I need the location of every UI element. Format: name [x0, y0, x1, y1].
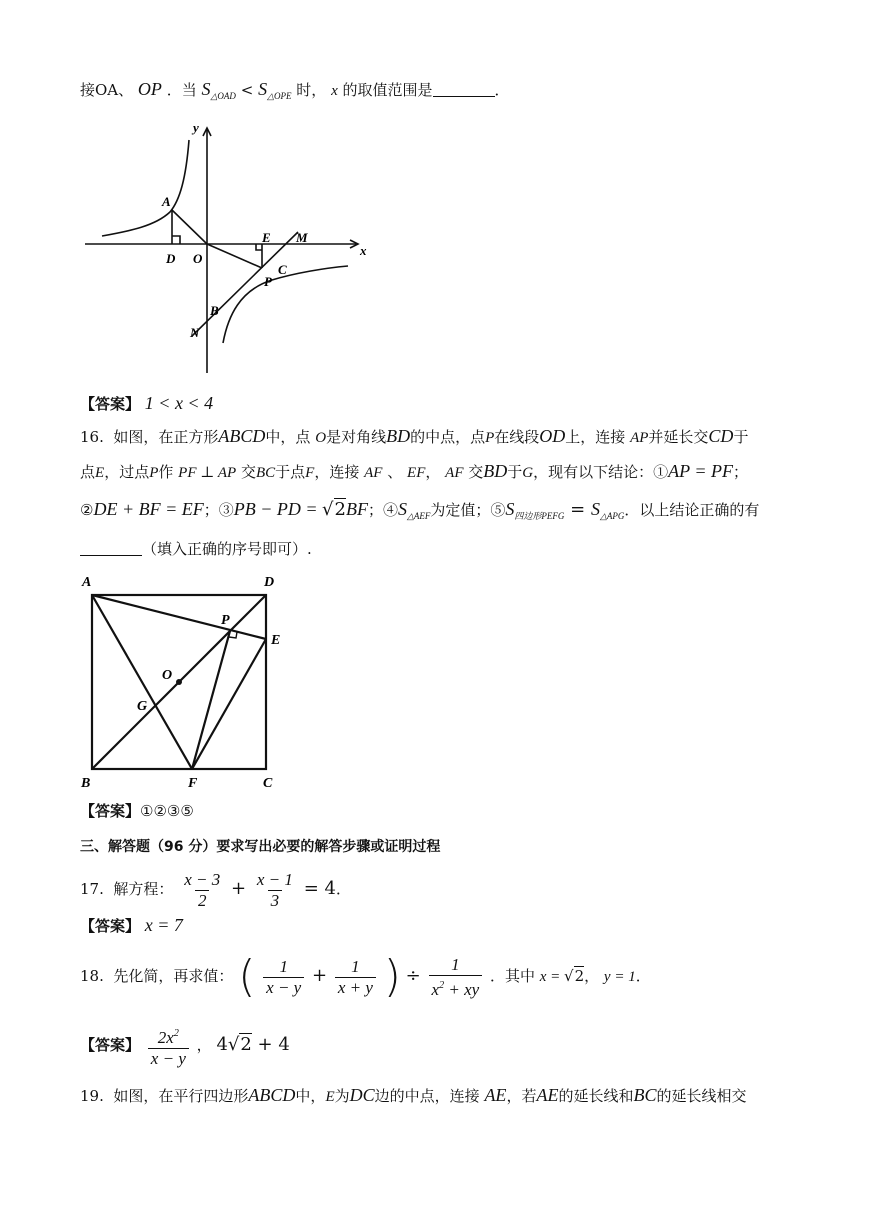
q16-text: 在线段	[494, 428, 540, 446]
q18-right-paren: )	[383, 951, 401, 1002]
q16-segment-pf	[192, 631, 230, 769]
q18-text: ．其中	[489, 967, 535, 985]
q17-fraction-1-den: 2	[195, 890, 210, 911]
q17-answer	[80, 914, 183, 937]
q16-label-p: P	[221, 613, 230, 628]
question-number: 17.	[80, 880, 104, 898]
q16-text: ，连接	[314, 463, 360, 481]
q18-answer-num-base: 2x	[157, 1027, 174, 1047]
q16-label-f: F	[188, 776, 198, 791]
q18-answer-value-root: 2	[240, 1034, 252, 1055]
q16-f: F	[305, 465, 315, 481]
q18-fraction-2	[335, 957, 376, 998]
q18-den-x: x	[431, 979, 440, 999]
q16-label-a: A	[82, 575, 92, 590]
q16-e: E	[95, 465, 105, 481]
q16-text: ；④	[367, 501, 398, 519]
q15-variable-x: x	[331, 83, 338, 99]
q16-ef: EF	[407, 465, 426, 481]
q16-text: 并延长交	[648, 428, 709, 446]
q16-equals: =	[564, 499, 591, 520]
q16-text: ，	[425, 463, 441, 481]
q18-answer-num	[155, 1024, 182, 1048]
q16-conclusion-1: AP = PF	[668, 461, 733, 481]
q16-bd: BD	[386, 426, 411, 446]
q19-e: E	[325, 1089, 335, 1105]
q15-area-ope: △OPE	[267, 91, 292, 101]
q17-plus: +	[231, 878, 247, 899]
q16-area-symbol: S	[505, 499, 515, 519]
q19-text: ，若	[506, 1087, 537, 1105]
q16-text: 上，连接	[565, 428, 626, 446]
q16-answer-blank	[80, 541, 142, 556]
q16-conclusion-5-sub: 四边形PEFG	[514, 511, 565, 521]
q16-text: ，现有以下结论：①	[533, 463, 669, 481]
q17-text: 解方程：	[113, 880, 174, 898]
q17-text: ．	[335, 880, 351, 898]
q16-line-4	[80, 538, 312, 560]
q19-ae: AE	[536, 1085, 559, 1105]
q15-answer-blank	[433, 82, 495, 97]
q16-conclusion-5-sub2: △APG	[599, 511, 625, 521]
q16-text: 如图，在正方形	[113, 428, 219, 446]
q15-hyperbola-right	[223, 266, 348, 343]
q18-den-rest: + xy	[444, 979, 480, 999]
q16-text: ．以上结论正确的有	[624, 501, 760, 519]
q16-text: ；	[732, 463, 748, 481]
q15-label-e: E	[262, 230, 271, 245]
q15-figure-hyperbola	[80, 118, 380, 378]
q15-less-than: <	[240, 81, 254, 99]
q17-rhs: = 4	[303, 878, 336, 899]
q16-text: 、	[387, 463, 403, 481]
q17-fraction-2	[254, 870, 296, 911]
q17-line	[80, 864, 351, 914]
q15-label-c: C	[278, 262, 287, 277]
answer-label: 【答案】	[80, 395, 141, 413]
q16-text: 为定值；⑤	[430, 501, 506, 519]
q15-area-oad: △OAD	[210, 91, 236, 101]
q19-text: 为	[334, 1087, 350, 1105]
q19-dc: DC	[349, 1085, 375, 1105]
q16-conclusion-3-bf: BF	[345, 499, 368, 519]
q19-ae: AE	[484, 1085, 507, 1105]
section-heading	[80, 836, 440, 858]
q18-x-eq: x =	[539, 969, 565, 985]
q16-label-e: E	[271, 633, 281, 648]
question-number: 16.	[80, 428, 104, 446]
q18-divide: ÷	[405, 965, 421, 986]
q15-right-angle-d	[172, 236, 180, 244]
q18-line: 18. 先化简，再求值： ( $\frac{1}{x - y}$ + $\frac{1}{x + y}$ ) ÷ $\frac{1}{x^2 + xy}$ ．其中 x = √2， y = 1．	[80, 951, 651, 1002]
q16-area-symbol: S	[397, 499, 407, 519]
q18-answer-num-exp: 2	[173, 1027, 179, 1039]
q15-label-m: M	[296, 230, 308, 245]
q16-line-2	[80, 460, 748, 484]
q18-fraction-1	[263, 957, 304, 998]
q16-bc: BC	[255, 465, 276, 481]
q19-text: 的延长线和	[558, 1087, 634, 1105]
q15-label-o: O	[193, 251, 203, 266]
q18-fraction-1-num: 1	[279, 956, 288, 976]
q16-text: 于	[507, 463, 523, 481]
q16-conclusion-3-root: 2	[334, 499, 346, 520]
q19-text: 的延长线相交	[656, 1087, 747, 1105]
q16-conclusion-4-sub: △AEF	[406, 511, 431, 521]
q18-x-root: 2	[574, 967, 585, 985]
q17-fraction-2-num: x − 1	[256, 869, 293, 889]
q16-area-symbol: S	[590, 499, 600, 519]
q16-label-d: D	[264, 575, 275, 590]
q18-answer-den: x − y	[148, 1048, 189, 1069]
q15-text: 时，	[296, 81, 327, 99]
q15-area-symbol: S	[201, 79, 211, 99]
q19-text: 如图，在平行四边形	[113, 1087, 249, 1105]
q19-text: 中，	[295, 1087, 326, 1105]
q16-af: AF	[445, 465, 464, 481]
q18-left-paren: (	[238, 951, 256, 1002]
q16-answer-value: ①②③⑤	[140, 802, 194, 820]
q16-od: OD	[539, 426, 566, 446]
q16-ap: AP	[630, 430, 649, 446]
q16-text: ，过点	[104, 463, 150, 481]
q18-fraction-2-den: x + y	[335, 977, 376, 998]
q16-figure-square	[78, 572, 298, 792]
q16-label-c: C	[263, 776, 273, 791]
q15-text: 的取值范围是	[342, 81, 433, 99]
q17-fraction-2-den: 3	[268, 890, 283, 911]
q16-text: 的中点，点	[410, 428, 486, 446]
answer-label: 【答案】	[80, 1036, 141, 1054]
q16-text: ；③	[203, 501, 234, 519]
q16-label-o: O	[162, 668, 173, 683]
answer-label: 【答案】	[80, 802, 141, 820]
q18-fraction-3	[429, 955, 483, 1000]
q15-op: OP	[137, 79, 162, 99]
q16-text: 交	[240, 463, 256, 481]
q18-answer: 【答案】 $\frac{2x^2}{x - y}$ ， 4√2 + 4	[80, 1020, 290, 1070]
q18-fraction-3-den	[429, 975, 483, 1000]
q15-answer-value: 1 < x < 4	[144, 393, 214, 413]
q18-fraction-3-num: 1	[451, 954, 460, 974]
q16-line-3: ②DE + BF = EF；③PB − PD = √2BF；$④S_{\triangle AEF}$为定值；$⑤S_{四边形PEFG} = S_{\triangle APG}$．以上结论正确的有	[80, 499, 760, 521]
q16-conclusion-2: DE + BF = EF	[93, 499, 204, 519]
q16-label-g: G	[137, 699, 148, 714]
q18-answer-value-coef: 4	[216, 1034, 228, 1055]
q18-text: ．	[635, 967, 651, 985]
q18-den-exp: 2	[439, 979, 445, 991]
q16-point-o	[176, 679, 182, 685]
q19-text: 边的中点，连接	[374, 1087, 480, 1105]
q16-g: G	[522, 465, 534, 481]
q15-question-line	[80, 78, 510, 107]
q16-text: 于点	[275, 463, 306, 481]
q18-text: ，	[196, 1036, 212, 1054]
q16-conclusion-3: PB − PD =	[233, 499, 323, 519]
q19-abcd: ABCD	[248, 1085, 296, 1105]
q15-text: 接OA、	[80, 81, 134, 99]
q18-answer-value-rest: + 4	[251, 1034, 290, 1055]
q16-text: 是对角线	[326, 428, 387, 446]
q16-text: 中，点	[265, 428, 311, 446]
q18-plus: +	[312, 965, 328, 986]
q18-y-eq: y = 1	[603, 969, 636, 985]
q16-af: AF	[364, 465, 383, 481]
q16-label-b: B	[81, 776, 91, 791]
q16-abcd: ABCD	[218, 426, 266, 446]
q15-segment-op	[207, 244, 262, 268]
q15-area-symbol: S	[258, 79, 268, 99]
q15-label-y: y	[193, 120, 199, 135]
q16-answer	[80, 800, 194, 822]
q17-fraction-1	[181, 870, 223, 911]
q18-answer-fraction	[148, 1024, 189, 1069]
q18-text: ，	[584, 967, 600, 985]
q15-label-p: P	[264, 274, 272, 289]
answer-label: 【答案】	[80, 917, 141, 935]
q15-segment-ao	[172, 210, 207, 244]
q16-text: 作	[158, 463, 174, 481]
q16-cd: CD	[708, 426, 734, 446]
q15-label-a: A	[162, 194, 171, 209]
q15-answer	[80, 392, 213, 415]
q16-pf-perp-ap: PF ⊥ AP	[178, 465, 237, 481]
q16-text: ②	[80, 501, 94, 519]
q16-text: 交	[468, 463, 484, 481]
q15-label-d: D	[166, 251, 176, 266]
q19-bc: BC	[633, 1085, 657, 1105]
q15-text: ．当	[166, 81, 197, 99]
section-title: 三、解答题（96 分）要求写出必要的解答步骤或证明过程	[80, 839, 441, 855]
q18-text: 先化简，再求值：	[113, 967, 234, 985]
q16-line-1	[80, 425, 748, 449]
question-number: 19.	[80, 1087, 104, 1105]
q15-label-b: B	[210, 303, 219, 318]
q17-answer-value: x = 7	[144, 915, 183, 935]
q16-bd: BD	[483, 461, 508, 481]
question-number: 18.	[80, 967, 104, 985]
q16-text: 点	[80, 463, 96, 481]
q15-label-x: x	[360, 243, 367, 258]
q16-p: P	[485, 430, 495, 446]
q16-segment-ae	[92, 595, 266, 639]
q15-hyperbola-left	[102, 140, 189, 236]
q16-text: （填入正确的序号即可）.	[142, 540, 312, 558]
q15-line-mn	[192, 232, 298, 336]
q15-label-n: N	[190, 325, 200, 340]
q18-fraction-1-den: x − y	[263, 977, 304, 998]
q16-p: P	[149, 465, 159, 481]
q19-line	[80, 1084, 747, 1108]
q18-fraction-2-num: 1	[351, 956, 360, 976]
q16-o: O	[315, 430, 327, 446]
q17-fraction-1-num: x − 3	[184, 869, 221, 889]
q16-text: 于	[733, 428, 749, 446]
q15-text: ．	[494, 81, 510, 99]
